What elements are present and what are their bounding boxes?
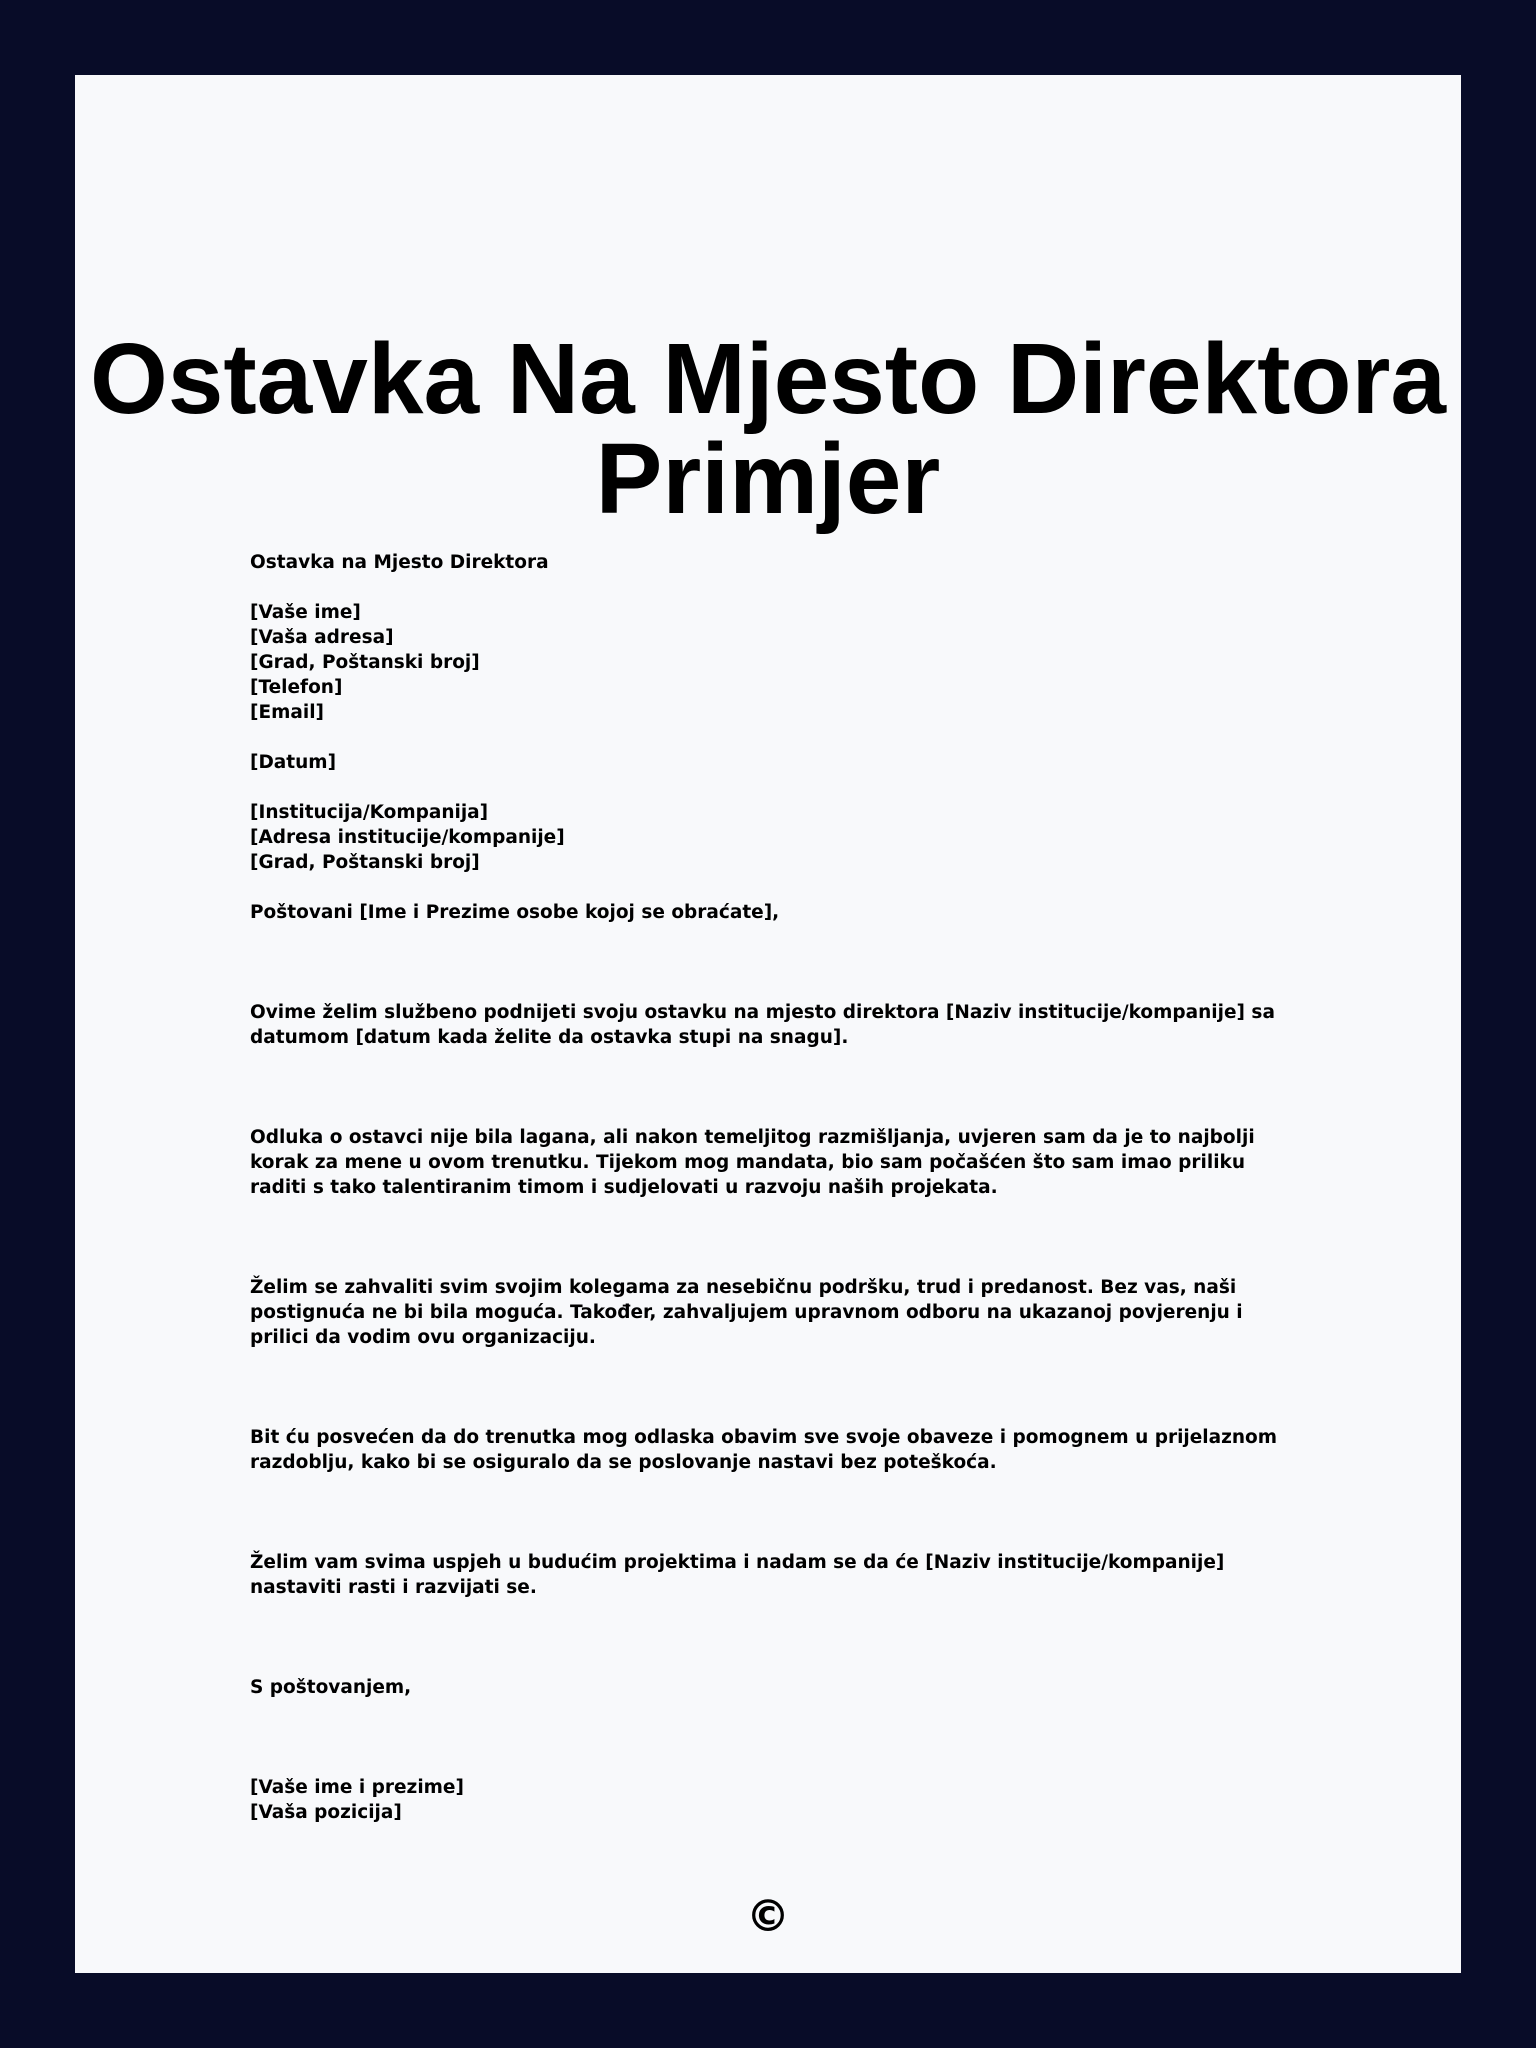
paragraph-decision: Odluka o ostavci nije bila lagana, ali nakon temeljitog razmišljanja, uvjeren sam da je to najbolji korak za mene u ovom trenutku. Tijekom mog mandata, bio sam počašćen što sam imao priliku raditi s tako talentiranim timom i sudjelovati u razvoju naših projekata.: [250, 1127, 1255, 1198]
sender-phone: [Telefon]: [250, 677, 343, 698]
spacer: [250, 1700, 1310, 1750]
spacer: [250, 1100, 1310, 1125]
spacer: [250, 725, 1310, 750]
recipient-address: [Adresa institucije/kompanije]: [250, 827, 565, 848]
letter-date: [Datum]: [250, 752, 337, 773]
spacer: [250, 1750, 1310, 1775]
paragraph-wishes: Želim vam svima uspjeh u budućim projektima i nadam se da će [Naziv institucije/kompanije] nastaviti rasti i razvijati se.: [250, 1552, 1225, 1598]
page-title: [75, 323, 1461, 535]
signature-position: [Vaša pozicija]: [250, 1802, 402, 1823]
page-title-line-1: Ostavka Na Mjesto Direktora: [89, 323, 1447, 435]
spacer: [250, 1525, 1310, 1550]
spacer: [250, 575, 1310, 600]
sender-name: [Vaše ime]: [250, 602, 361, 623]
salutation: Poštovani [Ime i Prezime osobe kojoj se obraćate],: [250, 902, 780, 923]
spacer: [250, 1650, 1310, 1675]
spacer: [250, 1200, 1310, 1250]
spacer: [250, 925, 1310, 975]
paragraph-transition: Bit ću posvećen da do trenutka mog odlaska obavim sve svoje obaveze i pomognem u prijelaznom razdoblju, kako bi se osiguralo da se poslovanje nastavi bez poteškoća.: [250, 1427, 1278, 1473]
letter-body: [250, 550, 1310, 1825]
paragraph-resignation: Ovime želim službeno podnijeti svoju ostavku na mjesto direktora [Naziv institucije/kompanije] sa datumom [datum kada želite da ostavka stupi na snagu].: [250, 1002, 1275, 1048]
spacer: [250, 775, 1310, 800]
spacer: [250, 1475, 1310, 1525]
paragraph-thanks: Želim se zahvaliti svim svojim kolegama za nesebičnu podršku, trud i predanost. Bez vas, naši postignuća ne bi bila moguća. Također, zahvaljujem upravnom odboru na ukazanoj povjerenju i prilici da vodim ovu organizaciju.: [250, 1277, 1243, 1348]
spacer: [250, 1350, 1310, 1400]
page-title-line-2: Primjer: [595, 423, 941, 535]
signature-name: [Vaše ime i prezime]: [250, 1777, 464, 1798]
spacer: [250, 975, 1310, 1000]
spacer: [250, 1250, 1310, 1275]
sender-city: [Grad, Poštanski broj]: [250, 652, 480, 673]
recipient-institution: [Institucija/Kompanija]: [250, 802, 489, 823]
sender-email: [Email]: [250, 702, 324, 723]
copyright-symbol: ©: [746, 1891, 790, 1942]
closing: S poštovanjem,: [250, 1677, 412, 1698]
recipient-block: [250, 800, 1310, 875]
document-page: [75, 75, 1461, 1973]
spacer: [250, 1050, 1310, 1100]
sender-address: [Vaša adresa]: [250, 627, 394, 648]
recipient-city: [Grad, Poštanski broj]: [250, 852, 480, 873]
signature-block: [250, 1775, 1310, 1825]
spacer: [250, 1400, 1310, 1425]
spacer: [250, 875, 1310, 900]
letter-heading: Ostavka na Mjesto Direktora: [250, 552, 549, 573]
sender-block: [250, 600, 1310, 725]
spacer: [250, 1600, 1310, 1650]
